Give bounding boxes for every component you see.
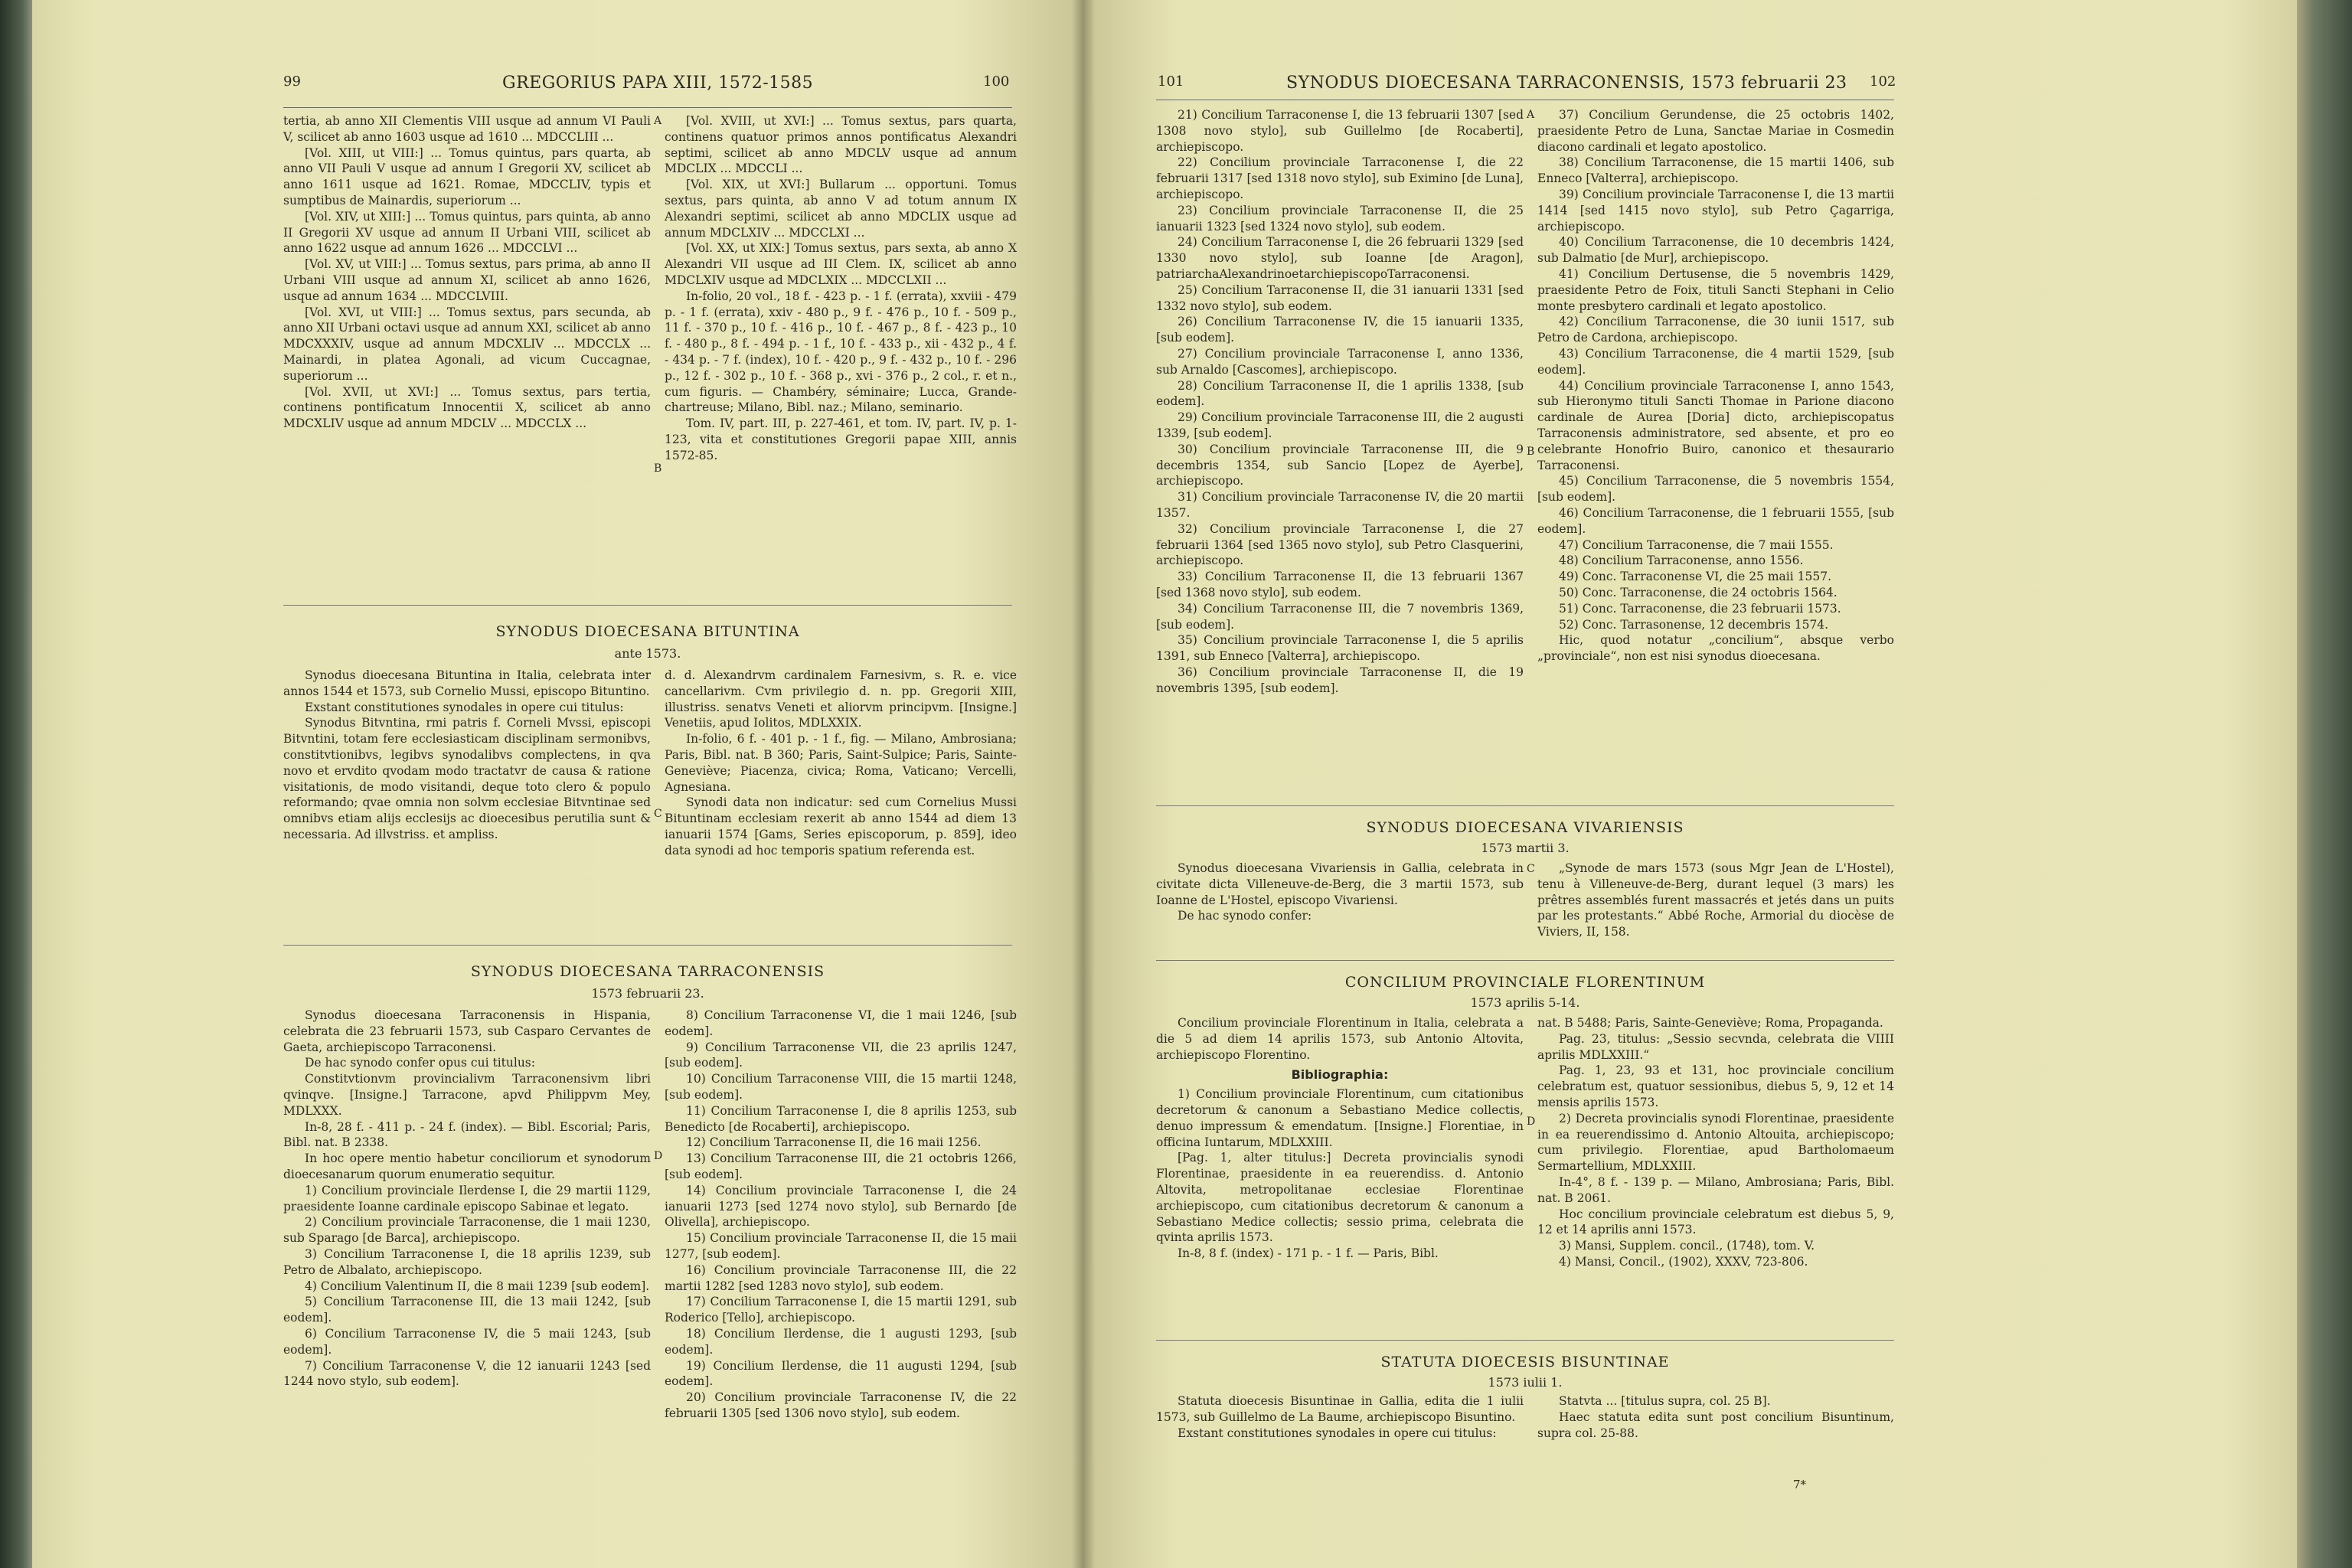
paragraph: Statvta ... [titulus supra, col. 25 B]. <box>1559 1394 1771 1408</box>
paragraph: d. d. Alexandrvm cardinalem Farnesivm, s. R. e. vice cancellarivm. Cvm privilegio d. n. pp. Gregorii XIII, illustriss. senatvs Veneti et aliorvm principvm. [Insigne.] Venetiis, apud Iolitos, MDLXXIX. <box>665 668 1017 730</box>
paragraph: Concilium provinciale Florentinum in Italia, celebrata a die 5 ad diem 14 aprilis 1573, sub Antonio Altovita, archiepiscopo Florentino. <box>1156 1016 1524 1062</box>
list-item: 30) Concilium provinciale Tarraconense III, die 9 decembris 1354, sub Sancio [Lopez de Ayerbe], archiepiscopo. <box>1156 442 1524 488</box>
bituntina-column-1 <box>283 668 651 843</box>
list-item: 20) Concilium provinciale Tarraconense IV, die 22 februarii 1305 [sed 1306 novo stylo], sub eodem. <box>665 1390 1017 1420</box>
list-item: 4) Mansi, Concil., (1902), XXXV, 723-806. <box>1559 1254 1808 1269</box>
section-title-bituntina: SYNODUS DIOECESANA BITUNTINA <box>495 623 800 640</box>
list-item: 49) Conc. Tarraconense VI, die 25 maii 1557. <box>1559 570 1832 584</box>
paragraph: [Vol. XVIII, ut XVI:] ... Tomus sextus, pars quarta, continens quatuor primos annos pontificatus Alexandri septimi, scilicet ab anno MDCLV usque ad annum MDCLIX ... MDCCLI ... <box>665 114 1017 176</box>
bituntina-column-2 <box>665 668 1017 859</box>
councils-column-2 <box>1537 107 1894 665</box>
list-item: 51) Conc. Tarraconense, die 23 februarii 1573. <box>1559 601 1841 616</box>
list-item: 37) Concilium Gerundense, die 25 octobris 1402, praesidente Petro de Luna, Sanctae Mariae in Cosmedin diacono cardinali et legato apostolico. <box>1537 108 1894 154</box>
paragraph: Haec statuta edita sunt post concilium Bisuntinum, supra col. 25-88. <box>1537 1410 1894 1440</box>
paragraph: [Vol. XIX, ut XVI:] Bullarum ... opportuni. Tomus sextus, pars quinta, ab anno V ad totum annum IX Alexandri septimi, scilicet ab anno MDCLIX usque ad annum MDCLXIV ... MDCCLXI ... <box>665 178 1017 240</box>
book-edge-right <box>2297 0 2352 1568</box>
list-item: 1) Concilium provinciale Ilerdense I, die 29 martii 1129, praesidente Ioanne cardinale episcopo Sabinae et legato. <box>283 1183 651 1214</box>
list-item: 44) Concilium provinciale Tarraconense I, anno 1543, sub Hieronymo tituli Sancti Thomae in Parione diacono cardinale de Aurea [Doria] dicto, archiepiscopatus Tarraconensis administratore, sed absente, et pro eo celebrante Honofrio Buiro, canonico et thesaurario Tarraconensi. <box>1537 378 1894 472</box>
paragraph: Tom. IV, part. III, p. 227-461, et tom. IV, part. IV, p. 1-123, vita et constitutiones Gregorii papae XIII, annis 1572-85. <box>665 416 1017 462</box>
book-gutter <box>1072 0 1095 1568</box>
list-item: 16) Concilium provinciale Tarraconense III, die 22 martii 1282 [sed 1283 novo stylo], sub eodem. <box>665 1263 1017 1293</box>
list-item: 25) Concilium Tarraconense II, die 31 ianuarii 1331 [sed 1332 novo stylo], sub eodem. <box>1156 283 1524 313</box>
section-title-florentinum: CONCILIUM PROVINCIALE FLORENTINUM <box>1344 974 1706 991</box>
list-item: 3) Concilium Tarraconense I, die 18 aprilis 1239, sub Petro de Albalato, archiepiscopo. <box>283 1246 651 1277</box>
paragraph: „Synode de mars 1573 (sous Mgr Jean de L'Hostel), tenu à Villeneuve-de-Berg, durant lequel (3 mars) les prêtres assemblés furent massacrés et jetés dans un puits par les protestants.“ Abbé Roche, Armorial du diocèse de Viviers, II, 158. <box>1537 861 1894 939</box>
section-date-florentinum: 1573 aprilis 5-14. <box>1470 995 1580 1010</box>
paragraph: In-folio, 20 vol., 18 f. - 423 p. - 1 f. (errata), xxviii - 479 p. - 1 f. (errata), xxiv - 480 p., 9 f. - 476 p., 10 f. - 509 p., 11 f. - 370 p., 10 f. - 416 p., 10 f. - 467 p., 8 f. - 423 p., 10 f. - 480 p., 8 f. - 494 p. - 1 f., 10 f. - 433 p., xii - 432 p., 4 f. - 434 p. - 7 f. (index), 10 f. - 420 p., 9 f. - 432 p., 10 f. - 296 p., 12 f. - 302 p., 10 f. - 368 p., xvi - 376 p., 2 col., r. et n., cum figuris. — Chambéry, séminaire; Lucca, Grande-chartreuse; Milano, Bibl. naz.; Milano, seminario. <box>665 289 1017 415</box>
bisuntinae-column-1 <box>1156 1393 1524 1441</box>
list-item: 23) Concilium provinciale Tarraconense II, die 25 ianuarii 1323 [sed 1324 novo stylo], sub eodem. <box>1156 203 1524 234</box>
paragraph: nat. B 5488; Paris, Sainte-Geneviève; Roma, Propaganda. <box>1537 1016 1883 1030</box>
bisuntinae-column-2 <box>1537 1393 1894 1441</box>
list-item: 12) Concilium Tarraconense II, die 16 maii 1256. <box>686 1135 982 1150</box>
left-page <box>32 0 1080 1568</box>
header-rule <box>283 107 1012 108</box>
list-item: 46) Concilium Tarraconense, die 1 februarii 1555, [sub eodem]. <box>1537 505 1894 536</box>
list-item: 19) Concilium Ilerdense, die 11 augusti 1294, [sub eodem]. <box>665 1358 1017 1389</box>
section-divider <box>1156 1340 1894 1341</box>
section-date-vivariensis: 1573 martii 3. <box>1481 841 1570 855</box>
signature-mark: 7* <box>1793 1478 1807 1491</box>
list-item: 32) Concilium provinciale Tarraconense I, die 27 februarii 1364 [sed 1365 novo stylo], sub Petro Clasquerini, archiepiscopo. <box>1156 521 1524 568</box>
bullarium-column-1 <box>283 113 651 432</box>
running-header-left: GREGORIUS PAPA XIII, 1572-1585 <box>502 74 814 93</box>
paragraph: tertia, ab anno XII Clementis VIII usque ad annum VI Pauli V, scilicet ab anno 1603 usque ad 1610 ... MDCCLIII ... <box>283 114 651 144</box>
section-divider <box>283 605 1012 606</box>
column-number-left: 99 <box>283 74 301 90</box>
list-item: 13) Concilium Tarraconense III, die 21 octobris 1266, [sub eodem]. <box>665 1152 1017 1181</box>
paragraph: In-8, 8 f. (index) - 171 p. - 1 f. — Paris, Bibl. <box>1178 1246 1439 1261</box>
margin-letter: B <box>654 462 662 475</box>
paragraph: [Vol. XVII, ut XVI:] ... Tomus sextus, pars tertia, continens pontificatum Innocentii X, scilicet ab anno MDCXLIV usque ad annum MDCLV ... MDCCLX ... <box>283 384 651 431</box>
paragraph: Synodus dioecesana Tarraconensis in Hispania, celebrata die 23 februarii 1573, sub Casparo Cervantes de Gaeta, archiepiscopo Tarraconensi. <box>283 1008 651 1054</box>
list-item: 52) Conc. Tarrasonense, 12 decembris 1574. <box>1559 617 1829 632</box>
margin-letter: C <box>654 808 662 820</box>
list-item: 38) Concilium Tarraconense, die 15 martii 1406, sub Enneco [Valterra], archiepiscopo. <box>1537 155 1894 186</box>
book-edge-left <box>0 0 32 1568</box>
list-item: 48) Concilium Tarraconense, anno 1556. <box>1559 554 1804 568</box>
list-item: 43) Concilium Tarraconense, die 4 martii 1529, [sub eodem]. <box>1537 346 1894 377</box>
list-item: 11) Concilium Tarraconense I, die 8 aprilis 1253, sub Benedicto [de Rocaberti], archiepiscopo. <box>665 1103 1017 1134</box>
paragraph: Synodus Bitvntina, rmi patris f. Corneli Mvssi, episcopi Bitvntini, totam fere ecclesiasticam disciplinam sermonibvs, constitvtionibvs, legibvs synodalibvs complectens, in qva novo et ervdito qvodam modo tractatvr de causa & ratione visitationis, de modo visitandi, deque toto clero & populo reformando; qvae omnia non solvm ecclesiae Bitvntinae sed omnibvs etiam alijs ecclesijs ac dioecesibus perutilia sunt & necessaria. Ad illvstriss. et ampliss. <box>283 716 651 841</box>
paragraph: Statuta dioecesis Bisuntinae in Gallia, edita die 1 iulii 1573, sub Guillelmo de La Baume, archiepiscopo Bisuntino. <box>1156 1394 1524 1424</box>
list-item: 28) Concilium Tarraconense II, die 1 aprilis 1338, [sub eodem]. <box>1156 378 1524 409</box>
list-item: 35) Concilium provinciale Tarraconense I, die 5 aprilis 1391, sub Enneco [Valterra], archiepiscopo. <box>1156 633 1524 664</box>
paragraph: Exstant constitutiones synodales in opere cui titulus: <box>305 700 624 714</box>
list-item: 17) Concilium Tarraconense I, die 15 martii 1291, sub Roderico [Tello], archiepiscopo. <box>665 1295 1017 1325</box>
list-item: 22) Concilium provinciale Tarraconense I, die 22 februarii 1317 [sed 1318 novo stylo], sub Eximino [de Luna], archiepiscopo. <box>1156 155 1524 201</box>
section-date-tarraconensis: 1573 februarii 23. <box>591 986 704 1001</box>
paragraph: Pag. 23, titulus: „Sessio secvnda, celebrata die VIIII aprilis MDLXXIII.“ <box>1537 1031 1894 1062</box>
list-item: 10) Concilium Tarraconense VIII, die 15 martii 1248, [sub eodem]. <box>665 1072 1017 1102</box>
paragraph: Hoc concilium provinciale celebratum est diebus 5, 9, 12 et 14 aprilis anni 1573. <box>1537 1207 1894 1237</box>
list-item: 39) Concilium provinciale Tarraconense I, die 13 martii 1414 [sed 1415 novo stylo], sub Petro Çagarriga, archiepiscopo. <box>1537 187 1894 234</box>
margin-letter: D <box>654 1150 663 1162</box>
margin-letter: C <box>1527 863 1535 875</box>
tarraconensis-column-2 <box>665 1008 1017 1422</box>
list-item: 50) Conc. Tarraconense, die 24 octobris 1564. <box>1559 585 1838 599</box>
paragraph: [Pag. 1, alter titulus:] Decreta provincialis synodi Florentinae, praesidente in ea reuerendiss. d. Antonio Altovita, metropolitanae ecclesiae Florentinae archiepiscopo, cum citationibus decretorum & canonum a Sebastiano Medice collectis; sessio prima, celebrata die qvinta aprilis 1573. <box>1156 1151 1524 1245</box>
column-number-right: 100 <box>983 74 1010 90</box>
list-item: 42) Concilium Tarraconense, die 30 iunii 1517, sub Petro de Cardona, archiepiscopo. <box>1537 315 1894 345</box>
list-item: 2) Decreta provincialis synodi Florentinae, praesidente in ea reuerendissimo d. Antonio Altouita, archiepiscopo; cum privilegio. Florentiae, apud Bartholomaeum Sermartellium, MDLXXIII. <box>1537 1111 1894 1174</box>
florentinum-column-1 <box>1156 1015 1524 1262</box>
running-header-right: SYNODUS DIOECESANA TARRACONENSIS, 1573 februarii 23 <box>1286 74 1847 93</box>
paragraph: De hac synodo confer opus cui titulus: <box>305 1056 535 1070</box>
list-item: 40) Concilium Tarraconense, die 10 decembris 1424, sub Dalmatio [de Mur], archiepiscopo. <box>1537 235 1894 266</box>
paragraph: Constitvtionvm provincialivm Tarraconensivm libri qvinqve. [Insigne.] Tarracone, apvd Philippvm Mey, MDLXXX. <box>283 1072 651 1118</box>
right-page <box>1080 0 2297 1568</box>
paragraph: In-4°, 8 f. - 139 p. — Milano, Ambrosiana; Paris, Bibl. nat. B 2061. <box>1537 1174 1894 1205</box>
paragraph: De hac synodo confer: <box>1178 909 1312 923</box>
section-date-bisuntinae: 1573 iulii 1. <box>1488 1375 1563 1390</box>
list-item: 27) Concilium provinciale Tarraconense I, anno 1336, sub Arnaldo [Cascomes], archiepiscopo. <box>1156 346 1524 377</box>
list-item: 34) Concilium Tarraconense III, die 7 novembris 1369, [sub eodem]. <box>1156 601 1524 632</box>
paragraph: [Vol. XIII, ut VIII:] ... Tomus quintus, pars quarta, ab anno VII Pauli V usque ad annum I Gregorii XV, scilicet ab anno 1611 usque ad 1621. Romae, MDCCLIV, typis et sumptibus de Mainardis, superiorum ... <box>283 145 651 207</box>
section-title-vivariensis: SYNODUS DIOECESANA VIVARIENSIS <box>1366 819 1684 836</box>
list-item: 15) Concilium provinciale Tarraconense II, die 15 maii 1277, [sub eodem]. <box>665 1231 1017 1261</box>
section-title-bisuntinae: STATUTA DIOECESIS BISUNTINAE <box>1380 1354 1670 1370</box>
section-divider <box>1156 960 1894 961</box>
paragraph: [Vol. XVI, ut VIII:] ... Tomus sextus, pars secunda, ab anno XII Urbani octavi usque ad annum XXI, scilicet ab anno MDCXXXIV, usque ad annum MDCXLIV ... MDCCLX ... Mainardi, in platea Agonali, ad vicum Cuccagnae, superiorum ... <box>283 305 651 383</box>
list-item: 29) Concilium provinciale Tarraconense III, die 2 augusti 1339, [sub eodem]. <box>1156 410 1524 440</box>
list-item: 9) Concilium Tarraconense VII, die 23 aprilis 1247, [sub eodem]. <box>665 1040 1017 1070</box>
paragraph: In-folio, 6 f. - 401 p. - 1 f., fig. — Milano, Ambrosiana; Paris, Bibl. nat. B 360; Paris, Saint-Sulpice; Paris, Sainte-Geneviève; Piacenza, civica; Roma, Vaticano; Vercelli, Agnesiana. <box>665 732 1017 794</box>
list-item: 3) Mansi, Supplem. concil., (1748), tom. V. <box>1559 1239 1815 1253</box>
paragraph: [Vol. XIV, ut XIII:] ... Tomus quintus, pars quinta, ab anno II Gregorii XV usque ad annum II Urbani VIII, scilicet ab anno 1622 usque ad annum 1626 ... MDCCLVI ... <box>283 209 651 256</box>
list-item: 21) Concilium Tarraconense I, die 13 februarii 1307 [sed 1308 novo stylo], sub Guillelmo [de Rocaberti], archiepiscopo. <box>1156 108 1524 154</box>
paragraph: Pag. 1, 23, 93 et 131, hoc provinciale concilium celebratum est, quatuor sessionibus, diebus 5, 9, 12 et 14 mensis aprilis 1573. <box>1537 1063 1894 1109</box>
margin-letter: A <box>654 115 662 127</box>
margin-letter: B <box>1527 446 1535 458</box>
florentinum-column-2 <box>1537 1015 1894 1270</box>
section-title-tarraconensis: SYNODUS DIOECESANA TARRACONENSIS <box>470 963 825 980</box>
list-item: 45) Concilium Tarraconense, die 5 novembris 1554, [sub eodem]. <box>1537 474 1894 505</box>
paragraph: Synodus dioecesana Vivariensis in Gallia, celebrata in civitate dicta Villeneuve-de-Berg, die 3 martii 1573, sub Ioanne de L'Hostel, episcopo Vivariensi. <box>1156 861 1524 907</box>
paragraph: Exstant constitutiones synodales in opere cui titulus: <box>1178 1426 1497 1440</box>
councils-column-1 <box>1156 107 1524 696</box>
column-number-left: 101 <box>1158 74 1184 90</box>
bibliography-heading: Bibliographia: <box>1291 1067 1389 1083</box>
list-item: 47) Concilium Tarraconense, die 7 maii 1555. <box>1559 537 1834 552</box>
margin-letter: A <box>1527 109 1535 121</box>
paragraph: [Vol. XV, ut VIII:] ... Tomus sextus, pars prima, ab anno II Urbani VIII usque ad annum XI, scilicet ab anno 1626, usque ad annum 1634 ... MDCCLVIII. <box>283 257 651 303</box>
list-item: 26) Concilium Tarraconense IV, die 15 ianuarii 1335, [sub eodem]. <box>1156 315 1524 345</box>
list-item: 24) Concilium Tarraconense I, die 26 februarii 1329 [sed 1330 novo stylo], sub Ioanne [de Aragon], patriarchaAlexandrinoetarchiepiscopoTarraconensi. <box>1156 235 1524 281</box>
bullarium-column-2 <box>665 113 1017 464</box>
vivariensis-column-1 <box>1156 861 1524 924</box>
list-item: 2) Concilium provinciale Tarraconense, die 1 maii 1230, sub Sparago [de Barca], archiepiscopo. <box>283 1215 651 1246</box>
paragraph: Synodus dioecesana Bituntina in Italia, celebrata inter annos 1544 et 1573, sub Cornelio Mussi, episcopo Bituntino. <box>283 668 651 698</box>
column-number-right: 102 <box>1870 74 1896 90</box>
tarraconensis-column-1 <box>283 1008 651 1390</box>
section-divider <box>283 945 1012 946</box>
list-item: 4) Concilium Valentinum II, die 8 maii 1239 [sub eodem]. <box>305 1279 650 1293</box>
section-divider <box>1156 805 1894 806</box>
paragraph: Synodi data non indicatur: sed cum Cornelius Mussi Bituntinam ecclesiam rexerit ab anno 1544 ad diem 13 ianuarii 1574 [Gams, Series episcoporum, p. 859], ideo data synodi ad hoc temporis spatium referenda est. <box>665 795 1017 858</box>
margin-letter: D <box>1527 1116 1536 1128</box>
list-item: 41) Concilium Dertusense, die 5 novembris 1429, praesidente Petro de Foix, tituli Sancti Stephani in Celio monte presbytero cardinali et legato apostolico. <box>1537 266 1894 313</box>
list-item: 33) Concilium Tarraconense II, die 13 februarii 1367 [sed 1368 novo stylo], sub eodem. <box>1156 570 1524 599</box>
list-item: 31) Concilium provinciale Tarraconense IV, die 20 martii 1357. <box>1156 490 1524 520</box>
list-item: 8) Concilium Tarraconense VI, die 1 maii 1246, [sub eodem]. <box>665 1008 1017 1038</box>
list-item: 7) Concilium Tarraconense V, die 12 ianuarii 1243 [sed 1244 novo stylo, sub eodem]. <box>283 1358 651 1389</box>
list-item: 1) Concilium provinciale Florentinum, cum citationibus decretorum & canonum a Sebastiano Medice collectis, denuo impressum & emendatum. [Insigne.] Florentiae, in officina Iuntarum, MDLXXIII. <box>1156 1087 1524 1149</box>
paragraph: Hic, quod notatur „concilium“, absque verbo „provinciale“, non est nisi synodus dioecesana. <box>1537 633 1894 664</box>
list-item: 5) Concilium Tarraconense III, die 13 maii 1242, [sub eodem]. <box>283 1295 651 1325</box>
paragraph: [Vol. XX, ut XIX:] Tomus sextus, pars sexta, ab anno X Alexandri VII usque ad III Clem. IX, scilicet ab anno MDCLXIV usque ad MDCLXIX ... MDCCLXII ... <box>665 241 1017 287</box>
paragraph: In-8, 28 f. - 411 p. - 24 f. (index). — Bibl. Escorial; Paris, Bibl. nat. B 2338. <box>283 1119 651 1150</box>
list-item: 18) Concilium Ilerdense, die 1 augusti 1293, [sub eodem]. <box>665 1326 1017 1357</box>
paragraph: In hoc opere mentio habetur conciliorum et synodorum dioecesanarum quorum enumeratio sequitur. <box>283 1152 651 1181</box>
list-item: 6) Concilium Tarraconense IV, die 5 maii 1243, [sub eodem]. <box>283 1326 651 1357</box>
vivariensis-column-2 <box>1537 861 1894 940</box>
list-item: 14) Concilium provinciale Tarraconense I, die 24 ianuarii 1273 [sed 1274 novo stylo], sub Bernardo [de Olivella], archiepiscopo. <box>665 1183 1017 1230</box>
list-item: 36) Concilium provinciale Tarraconense II, die 19 novembris 1395, [sub eodem]. <box>1156 665 1524 695</box>
section-date-bituntina: ante 1573. <box>614 646 681 661</box>
